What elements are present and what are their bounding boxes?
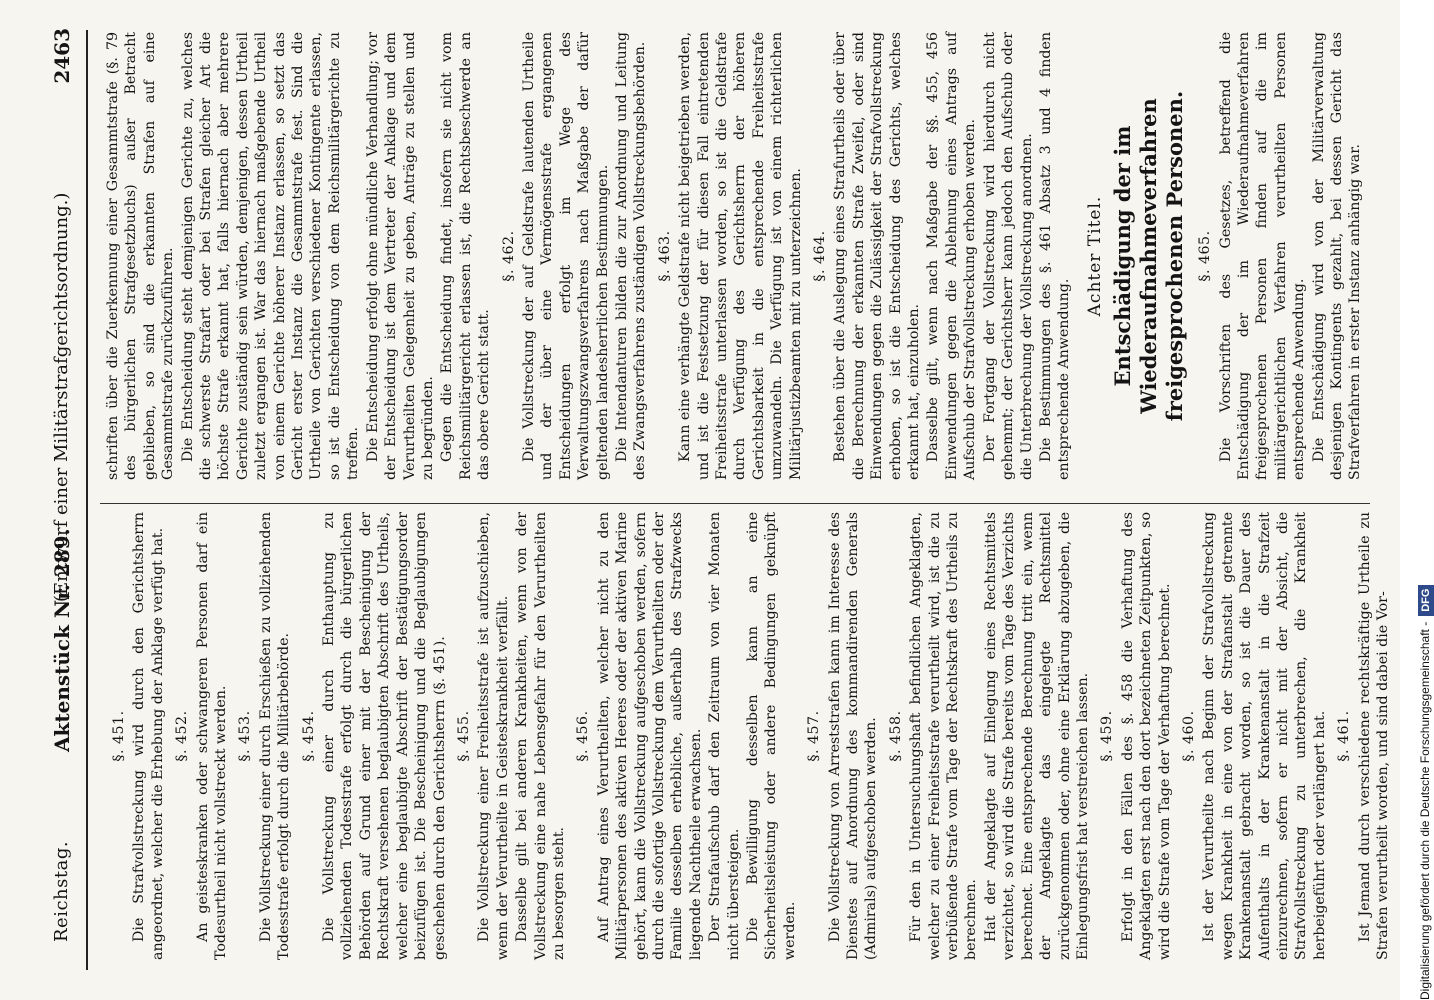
section-number: §. 459. [1099, 710, 1116, 762]
paragraph: Die Vorschriften des Gesetzes, betreffend die Entschädigung der im Wiederaufnahmeverfahren freigesprochenen Personen finden auf die im militärgerichtlichen Verfahren verurtheilten Personen entsprechende Anwendung. [1217, 32, 1308, 480]
paragraph: Die Strafvollstreckung wird durch den Gerichtsherrn angeordnet, welcher die Erhebung der Anklage verfügt hat. [131, 512, 166, 960]
credit-text: Digitalisierung gefördert durch die Deutsche Forschungsgemeinschaft - [1418, 621, 1432, 1000]
section-heading: Entschädigung der im Wiederaufnahmeverfahren freigesprochenen Personen. [1110, 90, 1188, 422]
credit-text-line [1408, 40, 1434, 1000]
text-column-right [104, 32, 1370, 480]
paragraph: schriften über die Zuerkennung einer Gesammtstrafe (§. 79 des bürgerlichen Strafgesetzbuchs) außer Betracht geblieben, so sind die erkannten Strafen auf eine Gesammtstrafe zurückzuführen. [105, 32, 177, 480]
section-number: §. 461. [1336, 710, 1353, 762]
header-rule [86, 30, 88, 970]
paragraph: Erfolgt in den Fällen des §. 458 die Verhaftung des Angeklagten erst nach den dort bezeichneten Zeitpunkten, so wird die Strafe vom Tage der Verhaftung berechnet. [1119, 512, 1173, 960]
section-number: §. 453. [237, 710, 254, 762]
paragraph: Die Bewilligung desselben kann an eine Sicherheitsleistung oder andere Bedingungen geknüpft werden. [745, 512, 798, 960]
dfg-logo: DFG [1418, 585, 1434, 616]
section-number: §. 463. [656, 230, 673, 282]
paragraph: Die Entscheidung erfolgt ohne mündliche Verhandlung; vor der Entscheidung ist dem Vertreter der Anklage und dem Verurtheilten Gelegenheit zu geben, Anträge zu stellen und zu begründen. [364, 32, 436, 480]
section-number: §. 454. [300, 710, 317, 762]
paragraph: Dasselbe gilt, wenn nach Maßgabe der §§. 455, 456 Einwendungen gegen die Ablehnung eines Antrags auf Aufschub der Strafvollstreckung erhoben werden. [925, 32, 979, 480]
paragraph: Auf Antrag eines Verurtheilten, welcher nicht zu den Militärpersonen des aktiven Heeres oder der aktiven Marine gehört, kann die Vollstreckung aufgeschoben werden, sofern durch die sofortige Vollstreckung dem Verurtheilten oder der Familie desselben erhebliche, außerhalb des Strafzwecks liegende Nachtheile erwachsen. [595, 512, 704, 960]
paragraph: Ist Jemand durch verschiedene rechtskräftige Urtheile zu Strafen verurtheilt worden, und sind dabei die Vor- [1356, 512, 1391, 960]
paragraph: Für den in Untersuchungshaft befindlichen Angeklagten, welcher zu einer Freiheitsstrafe verurtheilt wird, ist die zu verbüßende Strafe vom Tage der Rechtskraft des Urtheils zu berechnen. [908, 512, 980, 960]
document-number: Aktenstück Nr. 289. [50, 528, 74, 752]
paragraph: Bestehen über die Auslegung eines Strafurtheils oder über die Berechnung der erkannten Strafe Zweifel, oder sind Einwendungen gegen die Zulässigkeit der Strafvollstreckung erhoben, so ist die Entscheidung des Gerichts, welches erkannt hat, einzuholen. [832, 32, 923, 480]
paragraph: Die Vollstreckung einer durch Erschießen zu vollziehenden Todesstrafe erfolgt durch die Militärbehörde. [257, 512, 293, 960]
document-title: (Entwurf einer Militärstrafgerichtsordnung.) [51, 192, 72, 602]
paragraph: Die Vollstreckung einer durch Enthauptung zu vollziehenden Todesstrafe erfolgt durch die bürgerlichen Behörden auf Grund einer mit der Bescheinigung der Rechtskraft versehenen beglaubigten Abschrift des Urtheils, welcher eine beglaubigte Abschrift der Bestätigungsorder beizufügen ist. Die Bescheinigung und die Beglaubigungen geschehen durch den Gerichtsherrn (§. 451). [321, 512, 448, 960]
paragraph: Die Vollstreckung einer Freiheitsstrafe ist aufzuschieben, wenn der Verurtheilte in Geisteskrankheit verfällt. [476, 512, 511, 960]
section-number: §. 456. [575, 710, 592, 762]
section-number: §. 457. [806, 710, 823, 762]
credit-strip [1400, 0, 1434, 1000]
section-number: §. 455. [455, 710, 472, 762]
paragraph: Die Entschädigung wird von der Militärverwaltung desjenigen Kontingents gezahlt, bei dessen Gericht das Strafverfahren in erster Instanz anhängig war. [1310, 32, 1364, 480]
paragraph: Die Vollstreckung der auf Geldstrafe lautenden Urtheile und der über eine Vermögensstrafe ergangenen Entscheidungen erfolgt im Wege des Verwaltungszwangsverfahrens nach Maßgabe der dafür geltenden landesherrlichen Bestimmungen. [520, 32, 611, 480]
section-number: §. 451. [111, 710, 127, 762]
section-number: §. 465. [1197, 230, 1214, 282]
paragraph: Die Intendanturen bilden die zur Anordnung und Leitung des Zwangsverfahrens zuständigen Vollstreckungsbehörden. [613, 32, 649, 480]
section-number: §. 462. [500, 230, 517, 282]
paragraph: An geisteskranken oder schwangeren Personen darf ein Todesurtheil nicht vollstreckt werden. [194, 512, 230, 960]
paragraph: Kann eine verhängte Geldstrafe nicht beigetrieben werden, und ist die Festsetzung der für diesen Fall eintretenden Freiheitsstrafe unterlassen worden, so ist die Geldstrafe durch Verfügung des Gerichtsherrn der höheren Gerichtsbarkeit in die entsprechende Freiheitsstrafe umzuwandeln. Die Verfügung ist von einem richterlichen Militärjustizbeamten mit zu unterzeichnen. [677, 32, 804, 480]
header-left: Reichstag. [51, 840, 72, 942]
section-number: §. 460. [1180, 710, 1197, 762]
page-number: 2463 [50, 28, 74, 84]
title-heading: Achter Titel. [1084, 195, 1105, 317]
section-number: §. 464. [812, 230, 829, 282]
paragraph: Der Strafaufschub darf den Zeitraum von vier Monaten nicht übersteigen. [707, 512, 742, 960]
paragraph: Hat der Angeklagte auf Einlegung eines Rechtsmittels verzichtet, so wird die Strafe bereits vom Tage des Verzichts berechnet. Eine entsprechende Berechnung tritt ein, wenn der Angeklagte das eingelegte Rechtsmittel zurückgenommen oder, ohne eine Erklärung abzugeben, die Einlegungsfrist hat verstreichen lassen. [982, 512, 1091, 960]
section-number: §. 452. [174, 710, 191, 762]
paragraph: Ist der Verurtheilte nach Beginn der Strafvollstreckung wegen Krankheit in eine von der Strafanstalt getrennte Krankenanstalt gebracht worden, so ist die Dauer des Aufenthalts in der Krankenanstalt in die Strafzeit einzurechnen, sofern er nicht mit der Absicht, die Strafvollstreckung zu unterbrechen, die Krankheit herbeigeführt oder verlängert hat. [1201, 512, 1328, 960]
page-header [44, 18, 80, 982]
paragraph: Gegen die Entscheidung findet, insofern sie nicht vom Reichsmilitärgericht erlassen ist, die Rechtsbeschwerde an das obere Gericht statt. [439, 32, 493, 480]
text-column-left [104, 512, 1391, 960]
paragraph: Die Entscheidung steht demjenigen Gerichte zu, welches die schwerste Strafart oder bei Strafen gleicher Art die höchste Strafe erkannt hat, falls hiernach aber mehrere Gerichte zuständig sein würden, demjenigen, dessen Urtheil zuletzt ergangen ist. War das hiernach maßgebende Urtheil von einem Gerichte höherer Instanz erlassen, so setzt das Gericht erster Instanz die Gesammtstrafe fest. Sind die Urtheile von Gerichten verschiedener Kontingente erlassen, so ist die Entscheidung von dem Reichsmilitärgerichte zu treffen. [179, 32, 362, 480]
paragraph: Die Vollstreckung von Arreststrafen kann im Interesse des Dienstes auf Anordnung des kommandirenden Generals (Admirals) aufgeschoben werden. [826, 512, 880, 960]
paragraph: Dasselbe gilt bei anderen Krankheiten, wenn von der Vollstreckung eine nahe Lebensgefahr für den Verurtheilten zu besorgen steht. [514, 512, 567, 960]
section-number: §. 458. [887, 710, 904, 762]
column-divider [100, 503, 1370, 504]
paragraph: Der Fortgang der Vollstreckung wird hierdurch nicht gehemmt; der Gerichtsherr kann jedoch den Aufschub oder die Unterbrechung der Vollstreckung anordnen. [981, 32, 1035, 480]
paragraph: Die Bestimmungen des §. 461 Absatz 3 und 4 finden entsprechende Anwendung. [1037, 32, 1073, 480]
